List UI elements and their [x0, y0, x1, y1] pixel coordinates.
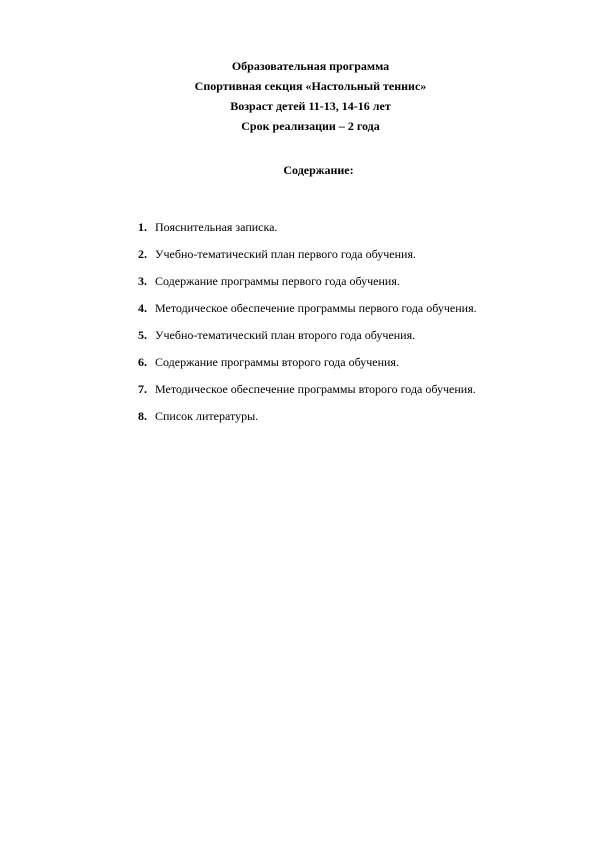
toc-number: 7.: [138, 382, 147, 396]
title-line-age: Возраст детей 11-13, 14-16 лет: [230, 99, 391, 113]
toc-text: Учебно-тематический план первого года обучения.: [155, 247, 416, 261]
toc-number: 8.: [138, 409, 147, 423]
title-line-section: Спортивная секция «Настольный теннис»: [194, 79, 427, 93]
toc-text: Содержание программы второго года обучения.: [155, 355, 399, 369]
toc-text: Методическое обеспечение программы второго года обучения.: [155, 382, 476, 396]
toc-item-7: [138, 381, 477, 408]
toc-number: 5.: [138, 328, 147, 342]
toc-text: Пояснительная записка.: [155, 220, 278, 234]
toc-item-3: [138, 273, 477, 300]
title-line-duration: Срок реализации – 2 года: [241, 119, 380, 133]
contents-heading: [0, 162, 595, 178]
toc-number: 2.: [138, 247, 147, 261]
toc-text: Учебно-тематический план второго года обучения.: [155, 328, 416, 342]
toc-text: Содержание программы первого года обучения.: [155, 274, 400, 288]
toc-text: Методическое обеспечение программы первого года обучения.: [155, 301, 477, 315]
toc-text: Список литературы.: [155, 409, 259, 423]
toc-item-4: [138, 300, 477, 327]
toc-number: 6.: [138, 355, 147, 369]
title-block: [0, 56, 595, 136]
title-line-program: Образовательная программа: [231, 59, 390, 73]
toc-item-2: [138, 246, 477, 273]
toc-item-5: [138, 327, 477, 354]
toc-item-6: [138, 354, 477, 381]
toc-item-1: [138, 219, 477, 246]
toc-number: 3.: [138, 274, 147, 288]
toc-number: 1.: [138, 220, 147, 234]
table-of-contents: [138, 219, 477, 435]
contents-heading-text: Содержание:: [283, 163, 354, 177]
toc-item-8: [138, 408, 477, 435]
toc-number: 4.: [138, 301, 147, 315]
